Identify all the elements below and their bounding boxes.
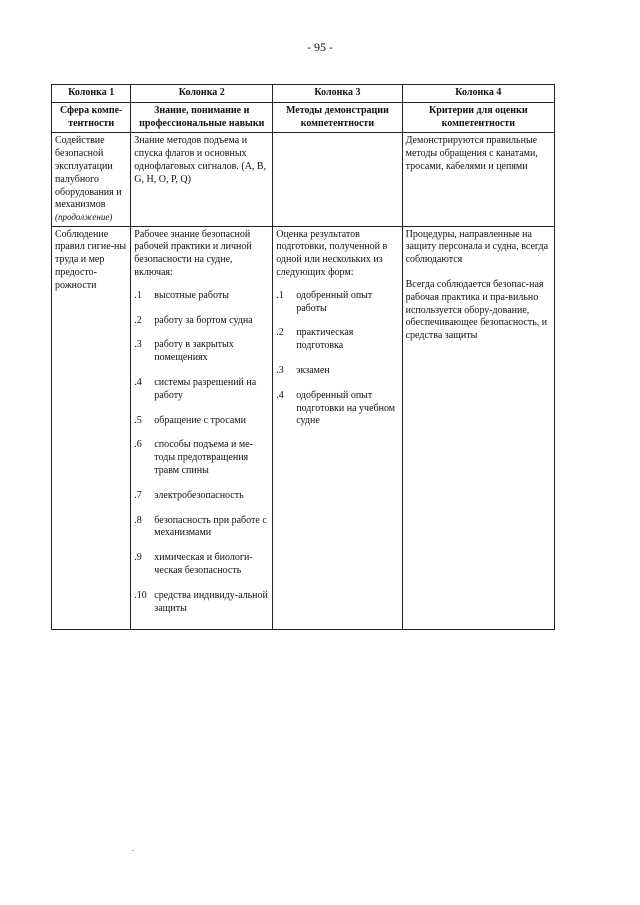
knowledge-cell: [131, 226, 273, 630]
item-text: одобренный опыт подготовки на учебном судне: [296, 389, 396, 427]
item-number: .1: [276, 289, 284, 301]
competence-text: Содействие безопасной эксплуатации палубного оборудования и механизмов: [55, 135, 122, 211]
competence-cell: [52, 133, 131, 226]
column-title-2: Знание, понимание и профессиональные навыки: [131, 102, 273, 133]
knowledge-list-item: [134, 552, 269, 578]
item-text: работу в закрытых помещениях: [154, 339, 234, 364]
page-number: - 95 -: [307, 40, 333, 54]
item-text: обращение с тросами: [154, 414, 246, 426]
methods-list: [276, 290, 398, 428]
continuation-note: (продолжение): [55, 212, 113, 223]
knowledge-list-item: [134, 315, 269, 328]
knowledge-list-item: [134, 290, 269, 303]
column-title-4: Критерии для оценки компетентности: [402, 102, 554, 133]
item-number: .5: [134, 414, 142, 426]
item-text: работу за бортом судна: [154, 314, 253, 326]
criteria-cell: [402, 226, 554, 630]
competence-cell: Соблюдение правил гигие-ны труда и мер предосто-рожности: [52, 226, 131, 630]
knowledge-list-item: [134, 515, 269, 541]
knowledge-list-item: [134, 439, 269, 477]
column-title-3: Методы демонстрации компетентности: [273, 102, 402, 133]
knowledge-list-item: [134, 415, 269, 428]
item-number: .6: [134, 439, 142, 451]
methods-cell: [273, 133, 402, 226]
methods-list-item: [276, 390, 398, 428]
item-number: .2: [134, 314, 142, 326]
item-text: системы разрешений на работу: [154, 377, 257, 401]
item-text: электробезопасность: [154, 489, 244, 501]
knowledge-list-item: [134, 377, 269, 403]
item-number: .9: [134, 552, 142, 564]
item-number: .8: [134, 514, 142, 526]
column-label-2: Колонка 2: [131, 85, 273, 103]
item-number: .2: [276, 327, 284, 339]
knowledge-cell: Знание методов подъема и спуска флагов и основных однофлаговых сигналов. (A, B, G, H, O, P, Q): [131, 133, 273, 226]
knowledge-list-item: [134, 490, 269, 503]
methods-intro: Оценка результатов подготовки, полученной в одной или нескольких из следующих форм:: [276, 228, 388, 279]
knowledge-list-item: [134, 590, 269, 616]
item-text: безопасность при работе с механизмами: [154, 514, 267, 539]
criteria-cell: Демонстрируются правильные методы обращения с канатами, тросами, кабелями и цепями: [402, 133, 554, 226]
column-label-4: Колонка 4: [402, 85, 554, 103]
item-text: способы подъема и ме-тоды предотвращения травм спины: [154, 439, 253, 477]
criteria-paragraph-1: Процедуры, направленные на защиту персонала и судна, всегда соблюдаются: [405, 228, 549, 266]
item-number: .4: [134, 377, 142, 389]
item-text: средства индивиду-альной защиты: [154, 589, 268, 614]
criteria-paragraph-2: Всегда соблюдается безопас-ная рабочая практика и пра-вильно используется обору-дование, обеспечивающее безопасность, и средства защиты: [405, 279, 548, 342]
methods-list-item: [276, 290, 398, 316]
item-number: .3: [276, 365, 284, 377]
knowledge-list-item: [134, 339, 269, 365]
scan-mark: [132, 850, 134, 851]
item-number: .3: [134, 339, 142, 351]
knowledge-intro: Рабочее знание безопасной рабочей практики и личной безопасности на судне, включая:: [134, 228, 252, 279]
column-label-row: [52, 85, 555, 103]
item-number: .7: [134, 489, 142, 501]
methods-cell: [273, 226, 402, 630]
item-text: высотные работы: [154, 289, 229, 301]
methods-list-item: [276, 327, 398, 353]
item-text: химическая и биологи-ческая безопасность: [154, 552, 253, 577]
table-row: [52, 133, 555, 226]
item-number: .4: [276, 389, 284, 401]
item-text: практическая подготовка: [296, 327, 354, 352]
item-text: одобренный опыт работы: [296, 289, 373, 314]
knowledge-list: [134, 290, 269, 616]
table-row: [52, 226, 555, 630]
competence-table: [51, 84, 555, 630]
column-label-1: Колонка 1: [52, 85, 131, 103]
column-title-1: Сфера компе-тентности: [52, 102, 131, 133]
column-title-row: [52, 102, 555, 133]
column-label-3: Колонка 3: [273, 85, 402, 103]
item-number: .1: [134, 289, 142, 301]
item-number: .10: [134, 589, 147, 601]
item-text: экзамен: [296, 365, 330, 377]
methods-list-item: [276, 365, 398, 378]
